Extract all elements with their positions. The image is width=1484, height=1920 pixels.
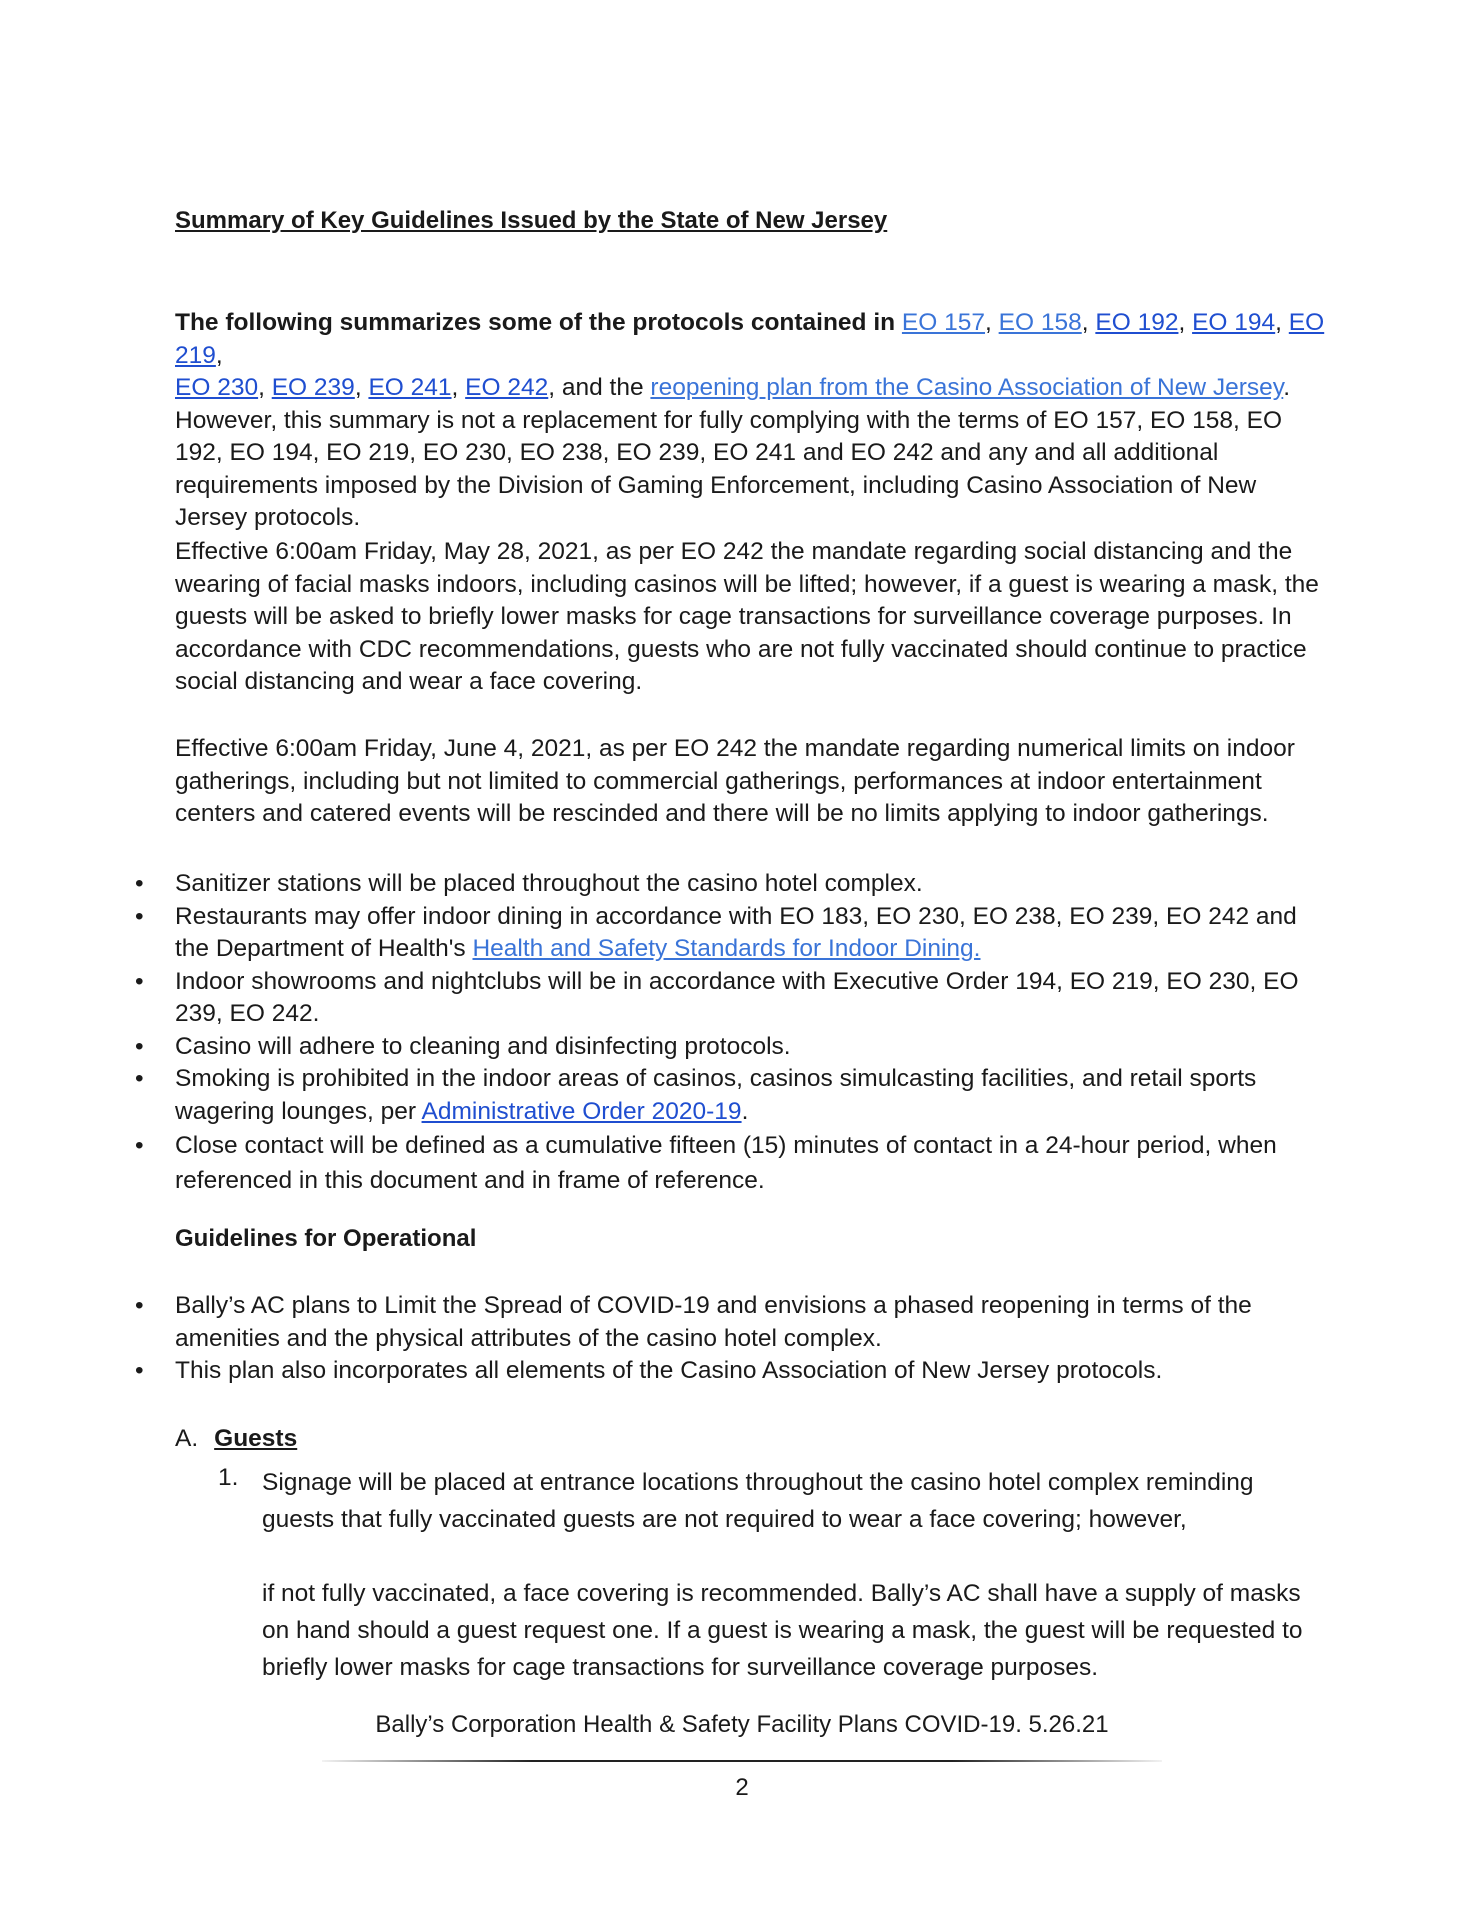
page-title: Summary of Key Guidelines Issued by the State of New Jersey — [175, 207, 888, 234]
bullet-icon: • — [135, 1132, 144, 1159]
link-eo-219[interactable]: EO 219 — [175, 309, 1325, 369]
list-item: • This plan also incorporates all elements of the Casino Association of New Jersey protocols. — [175, 1355, 1335, 1388]
operational-heading: Guidelines for Operational — [175, 1225, 477, 1252]
link-eo-157[interactable]: EO 157 — [901, 309, 986, 336]
guests-item-part1: Signage will be placed at entrance locations throughout the casino hotel complex reminding guests that fully vaccinated guests are not required to wear a face covering; however, — [262, 1469, 1254, 1533]
link-casino-association-plan[interactable]: reopening plan from the Casino Association of New Jersey — [650, 374, 1284, 401]
section-label: Guests — [214, 1425, 298, 1452]
list-item: • Close contact will be defined as a cumulative fifteen (15) minutes of contact in a 24-hour period, when referenced in this document and in frame of reference. — [175, 1128, 1335, 1198]
paragraph-may-28: Effective 6:00am Friday, May 28, 2021, as per EO 242 the mandate regarding social distancing and the wearing of facial masks indoors, including casinos will be lifted; however, if a guest is wearing a mask, the guests will be asked to briefly lower masks for cage transactions for surveillance coverage purposes. In accordance with CDC recommendations, guests who are not fully vaccinated should continue to practice social distancing and wear a face covering. — [175, 538, 1319, 695]
list-item: • Casino will adhere to cleaning and disinfecting protocols. — [175, 1031, 1335, 1064]
list-item: • Restaurants may offer indoor dining in accordance with EO 183, EO 230, EO 238, EO 239, EO 242 and the Department of Health's Health and Safety Standards for Indoor Dining. — [135, 902, 1297, 962]
guideline-bullet-list — [135, 868, 1335, 1198]
intro-and-the: , and the — [548, 374, 644, 401]
section-letter: A. — [175, 1425, 199, 1452]
intro-rest: However, this summary is not a replacement for fully complying with the terms of EO 157, EO 158, EO 192, EO 194, EO 219, EO 230, EO 238, EO 239, EO 241 and EO 242 and any and all additional requirements imposed by the Division of Gaming Enforcement, including Casino Association of New Jersey protocols. — [175, 406, 1283, 531]
guests-item-part2: if not fully vaccinated, a face covering is recommended. Bally’s AC shall have a supply of masks on hand should a guest request one. If a guest is wearing a mask, the guest will be requested to briefly lower masks for cage transactions for surveillance coverage purposes. — [262, 1580, 1303, 1681]
link-eo-241[interactable]: EO 241 — [368, 374, 452, 401]
link-eo-158[interactable]: EO 158 — [998, 309, 1082, 336]
bullet-icon: • — [135, 902, 144, 930]
operational-bullet-list — [135, 1290, 1335, 1388]
item-number: 1. — [218, 1464, 239, 1491]
bullet-icon: • — [135, 1065, 144, 1092]
bullet-icon: • — [135, 870, 144, 897]
list-item: • Bally’s AC plans to Limit the Spread of COVID-19 and envisions a phased reopening in terms of the amenities and the physical attributes of the casino hotel complex. — [135, 1292, 1252, 1352]
bullet-icon: • — [135, 1292, 144, 1319]
section-a-heading — [175, 1425, 297, 1453]
link-eo-239[interactable]: EO 239 — [271, 374, 355, 401]
link-eo-194[interactable]: EO 194 — [1192, 309, 1276, 336]
page-number: 2 — [735, 1774, 749, 1801]
list-item: • Sanitizer stations will be placed throughout the casino hotel complex. — [175, 868, 1335, 901]
bullet-icon: • — [135, 1032, 144, 1060]
link-indoor-dining-standards[interactable]: Health and Safety Standards for Indoor Dining. — [472, 935, 981, 962]
paragraph-june-4: Effective 6:00am Friday, June 4, 2021, as per EO 242 the mandate regarding numerical limits on indoor gatherings, including but not limited to commercial gatherings, performances at indoor entertainment centers and catered events will be rescinded and there will be no limits applying to indoor gatherings. — [175, 735, 1295, 827]
footer-divider — [322, 1760, 1162, 1762]
link-eo-230[interactable]: EO 230 — [175, 374, 259, 401]
bullet-icon: • — [135, 1357, 144, 1384]
link-administrative-order[interactable]: Administrative Order 2020-19 — [421, 1097, 742, 1125]
link-eo-192[interactable]: EO 192 — [1095, 309, 1179, 336]
link-eo-242[interactable]: EO 242 — [465, 374, 549, 401]
intro-bold-lead: The following summarizes some of the protocols contained in — [175, 309, 896, 336]
footer-text: Bally’s Corporation Health & Safety Facility Plans COVID-19. 5.26.21 — [375, 1711, 1109, 1738]
bullet-icon: • — [135, 967, 144, 995]
intro-paragraph: The following summarizes some of the protocols contained in EO 157, EO 158, EO 192, EO 194, EO 219, EO 230, EO 239, EO 241, EO 242, and the reopening plan from the Casino Association of New Jersey. However, this summary is not a replacement for fully complying with the terms of EO 157, EO 158, EO 192, EO 194, EO 219, EO 230, EO 238, EO 239, EO 241 and EO 242 and any and all additional requirements imposed by the Division of Gaming Enforcement, including Casino Association of New Jersey protocols. — [175, 309, 1325, 531]
list-item: • Indoor showrooms and nightclubs will be in accordance with Executive Order 194, EO 219, EO 230, EO 239, EO 242. — [135, 967, 1299, 1027]
list-item: • Smoking is prohibited in the indoor areas of casinos, casinos simulcasting facilities, and retail sports wagering lounges, per Administrative Order 2020-19. — [135, 1065, 1257, 1125]
